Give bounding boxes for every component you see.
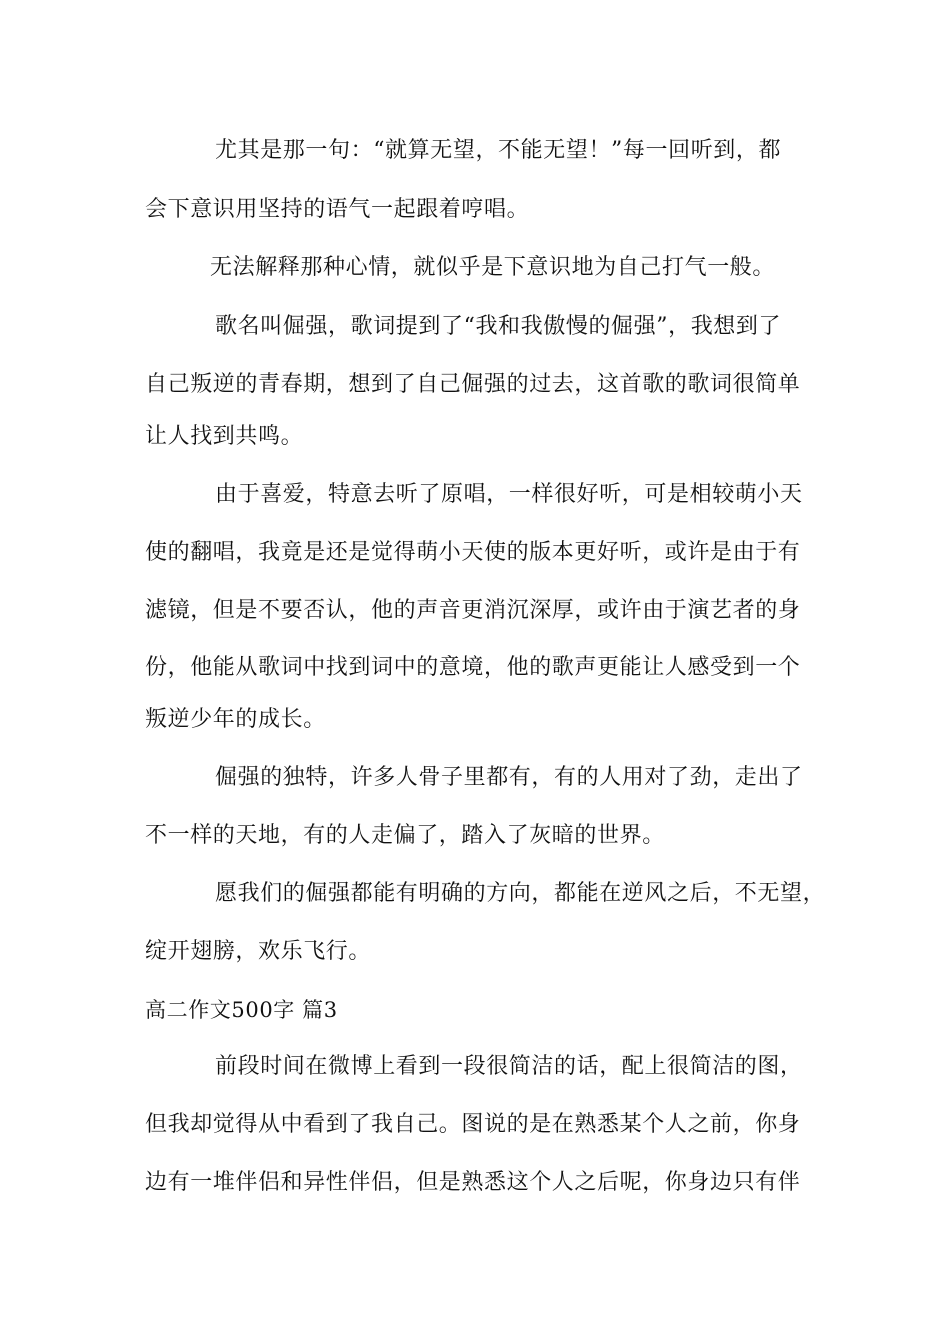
paragraph-line: 倔强的独特，许多人骨子里都有，有的人用对了劲，走出了	[215, 765, 803, 790]
paragraph-line: 滤镜，但是不要否认，他的声音更消沉深厚，或许由于演艺者的身	[145, 598, 801, 623]
paragraph-line: 让人找到共鸣。	[145, 424, 304, 449]
paragraph-line: 不一样的天地，有的人走偏了，踏入了灰暗的世界。	[145, 823, 665, 848]
paragraph-line: 由于喜爱，特意去听了原唱，一样很好听，可是相较萌小天	[215, 482, 803, 507]
paragraph-line: 无法解释那种心情，就似乎是下意识地为自己打气一般。	[210, 255, 776, 280]
paragraph-line: 尤其是那一句：“就算无望，不能无望！”每一回听到，都	[215, 138, 782, 163]
paragraph-line: 叛逆少年的成长。	[145, 707, 326, 732]
paragraph-line: 使的翻唱，我竟是还是觉得萌小天使的版本更好听，或许是由于有	[145, 540, 801, 565]
paragraph-line: 愿我们的倔强都能有明确的方向，都能在逆风之后，不无望，	[215, 881, 826, 906]
section-heading: 高二作文500字 篇3	[145, 998, 338, 1022]
paragraph-line: 歌名叫倔强，歌词提到了“我和我傲慢的倔强”，我想到了	[215, 314, 782, 339]
paragraph-line: 绽开翅膀，欢乐飞行。	[145, 939, 372, 964]
paragraph-line: 会下意识用坚持的语气一起跟着哼唱。	[145, 197, 530, 222]
paragraph-line: 前段时间在微博上看到一段很简洁的话，配上很简洁的图，	[215, 1054, 803, 1079]
paragraph-line: 边有一堆伴侣和异性伴侣，但是熟悉这个人之后呢，你身边只有伴	[145, 1170, 801, 1195]
paragraph-line: 自己叛逆的青春期，想到了自己倔强的过去，这首歌的歌词很简单	[145, 372, 801, 397]
paragraph-line: 份，他能从歌词中找到词中的意境，他的歌声更能让人感受到一个	[145, 655, 801, 680]
paragraph-line: 但我却觉得从中看到了我自己。图说的是在熟悉某个人之前，你身	[145, 1112, 801, 1137]
